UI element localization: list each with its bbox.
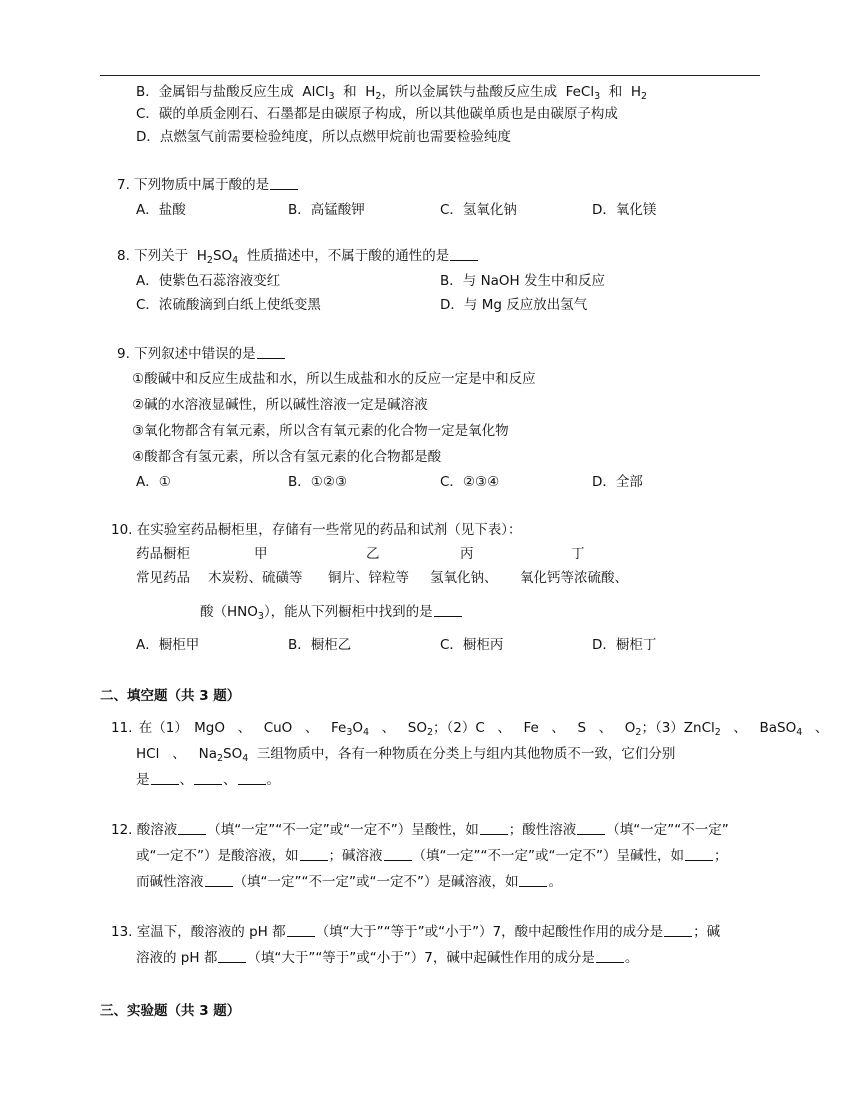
answer-blank[interactable] xyxy=(480,821,508,835)
q9-statement-2: ②碱的水溶液显碱性，所以碱性溶液一定是碱溶液 xyxy=(132,397,428,413)
answer-blank[interactable] xyxy=(450,247,478,261)
table-cell-yi: 铜片、锌粒等 xyxy=(328,570,409,586)
answer-blank[interactable] xyxy=(685,847,713,861)
q8-option-c: C．浓硫酸滴到白纸上使纸变黑 xyxy=(136,297,321,313)
answer-blank[interactable] xyxy=(270,176,298,190)
option-b: B．金属铝与盐酸反应生成 AlCl$_3$ 和 $H_2$，所以金属铁与盐酸反应生成 FeCl$_3$ 和 $H_2$ xyxy=(136,84,648,102)
answer-blank[interactable] xyxy=(257,345,285,359)
q9-option-d: D．全部 xyxy=(592,474,643,490)
section-title-fill-blank: 二、填空题（共 3 题） xyxy=(100,688,241,704)
section-title-experiment: 三、实验题（共 3 题） xyxy=(100,1003,241,1019)
answer-blank[interactable] xyxy=(596,949,624,963)
table-header-yi: 乙 xyxy=(366,546,380,562)
q10-option-d: D．橱柜丁 xyxy=(592,637,657,653)
q12-line-3: 而碱性溶液 （填“一定”“不一定”或“一定不”）是碱溶液，如 。 xyxy=(136,874,562,890)
q10-continuation: 酸$(HNO_3)$，能从下列橱柜中找到的是 xyxy=(200,602,463,622)
answer-blank[interactable] xyxy=(194,771,222,785)
q8-option-a: A．使紫色石蕊溶液变红 xyxy=(136,273,281,289)
table-cell-jia: 木炭粉、硫磺等 xyxy=(208,570,303,586)
answer-blank[interactable] xyxy=(384,847,412,861)
q9-statement-4: ④酸都含有氢元素，所以含有氢元素的化合物都是酸 xyxy=(132,449,442,465)
answer-blank[interactable] xyxy=(519,873,547,887)
q7-option-d: D．氧化镁 xyxy=(592,202,657,218)
q10-option-b: B．橱柜乙 xyxy=(288,637,352,653)
table-header-jia: 甲 xyxy=(254,546,268,562)
option-c: C．碳的单质金刚石、石墨都是由碳原子构成，所以其他碳单质也是由碳原子构成 xyxy=(136,106,618,122)
table-cell-bing: 氢氧化钠、 xyxy=(430,570,498,586)
q9-option-a: A．① xyxy=(136,474,171,490)
q11-line-1: 11. 在（1） MgO 、 CuO 、 $Fe_3O_4$ 、 $SO_2$；（2）C 、 Fe 、 S 、 $O_2$；（3）ZnCl$_2$ 、 BaSO$_4$ 、 xyxy=(111,720,829,738)
answer-blank[interactable] xyxy=(434,603,462,617)
q7-option-b: B．高锰酸钾 xyxy=(288,202,365,218)
q9-statement-1: ①酸碱中和反应生成盐和水，所以生成盐和水的反应一定是中和反应 xyxy=(132,371,536,387)
q8-option-d: D．与 Mg 反应放出氢气 xyxy=(440,297,588,313)
q10-option-c: C．橱柜丙 xyxy=(440,637,504,653)
option-d: D．点燃氢气前需要检验纯度，所以点燃甲烷前也需要检验纯度 xyxy=(136,129,511,145)
q13-line-1: 13. 室温下，酸溶液的 pH 都 （填“大于”“等于”或“小于”）7，酸中起酸性作用的成分是 ；碱 xyxy=(111,924,721,940)
header-rule xyxy=(100,75,760,76)
table-row-label: 常见药品 xyxy=(136,570,190,586)
q9-option-b: B．①②③ xyxy=(288,474,348,490)
q12-line-2: 或“一定不”）是酸溶液，如 ；碱溶液 （填“一定”“不一定”或“一定不”）呈碱性，如 ； xyxy=(136,848,728,864)
q7-option-c: C．氢氧化钠 xyxy=(440,202,517,218)
answer-blank[interactable] xyxy=(287,923,315,937)
table-header-bing: 丙 xyxy=(460,546,474,562)
answer-blank[interactable] xyxy=(151,771,179,785)
q11-line-2: HCl 、 $Na_2SO_4$ 三组物质中，各有一种物质在分类上与组内其他物质不一致，它们分别 xyxy=(136,746,676,764)
table-cell-ding: 氧化钙等浓硫酸、 xyxy=(520,570,628,586)
q10-option-a: A．橱柜甲 xyxy=(136,637,200,653)
q7-stem: 7. 下列物质中属于酸的是 xyxy=(117,175,299,195)
q8-stem: 8. 下列关于 $H_2SO_4$ 性质描述中，不属于酸的通性的是 xyxy=(117,246,479,266)
q9-stem: 9. 下列叙述中错误的是 xyxy=(117,344,286,364)
answer-blank[interactable] xyxy=(300,847,328,861)
q10-stem: 10. 在实验室药品橱柜里，存储有一些常见的药品和试剂（见下表）： xyxy=(111,522,522,538)
q7-option-a: A．盐酸 xyxy=(136,202,186,218)
answer-blank[interactable] xyxy=(577,821,605,835)
table-header-ding: 丁 xyxy=(571,546,585,562)
answer-blank[interactable] xyxy=(205,873,233,887)
answer-blank[interactable] xyxy=(238,771,266,785)
q9-option-c: C．②③④ xyxy=(440,474,500,490)
table-header-cabinet: 药品橱柜 xyxy=(136,546,190,562)
q11-line-3: 是 、 、 。 xyxy=(136,772,280,788)
answer-blank[interactable] xyxy=(178,821,206,835)
answer-blank[interactable] xyxy=(664,923,692,937)
q12-line-1: 12. 酸溶液 （填“一定”“不一定”或“一定不”）呈酸性，如 ；酸性溶液 （填“一定”“不一定” xyxy=(111,822,729,838)
q9-statement-3: ③氧化物都含有氧元素，所以含有氧元素的化合物一定是氧化物 xyxy=(132,423,509,439)
q13-line-2: 溶液的 pH 都 （填“大于”“等于”或“小于”）7，碱中起碱性作用的成分是 。 xyxy=(136,950,639,966)
q8-option-b: B．与 NaOH 发生中和反应 xyxy=(440,273,606,289)
answer-blank[interactable] xyxy=(218,949,246,963)
